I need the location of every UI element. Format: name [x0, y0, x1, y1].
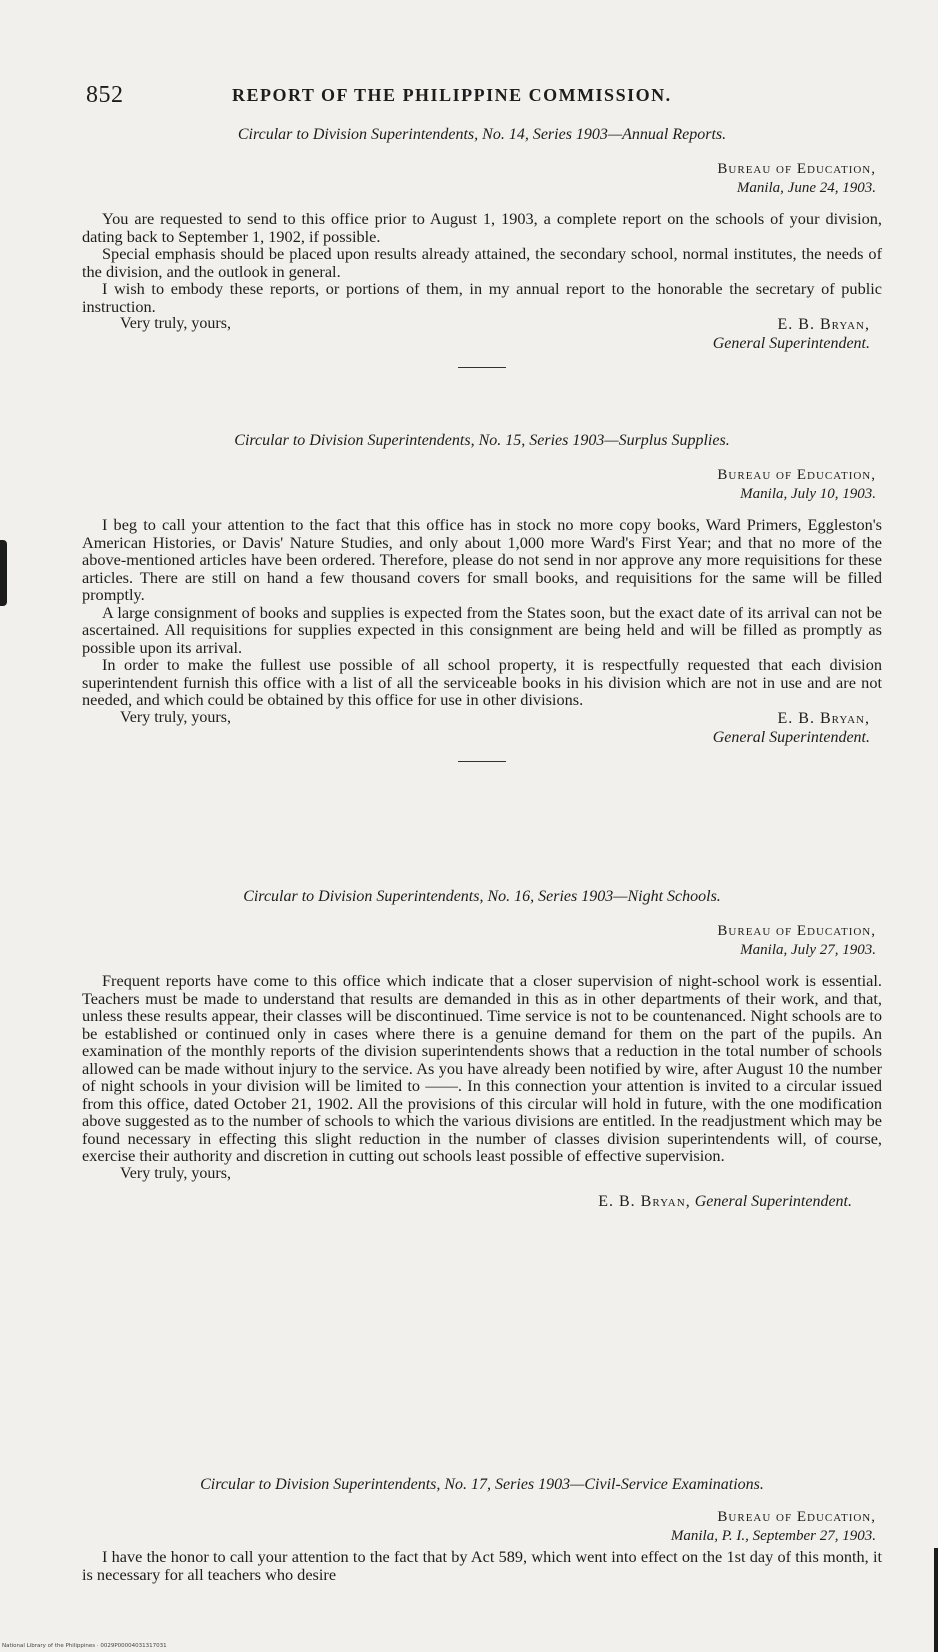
circular-title: Circular to Division Superintendents, No. 14, Series 1903—Annual Reports.	[237, 126, 727, 143]
running-head: REPORT OF THE PHILIPPINE COMMISSION.	[232, 85, 672, 105]
sender-org: Bureau of Education,	[717, 161, 876, 177]
circular-body	[82, 516, 882, 709]
paragraph: I wish to embody these reports, or portions of them, in my annual report to the honorable the secretary of public instruction.	[82, 279, 882, 316]
signature-row	[82, 315, 882, 353]
sender-block	[82, 160, 882, 198]
paragraph: A large consignment of books and supplies is expected from the States soon, but the exact date of its arrival can not be ascertained. All requisitions for supplies expected in this consignment are being held and will be filled as promptly as possible upon its arrival.	[82, 602, 882, 657]
sender-org: Bureau of Education,	[717, 1509, 876, 1525]
page-number: 852	[86, 82, 124, 108]
circular-16	[82, 888, 882, 1211]
signer-name: E. B. Bryan,	[777, 709, 870, 727]
circular-14	[82, 126, 882, 368]
signature	[713, 709, 870, 747]
sender-date: Manila, P. I., September 27, 1903.	[670, 1528, 876, 1544]
circular-title: Circular to Division Superintendents, No. 16, Series 1903—Night Schools.	[243, 888, 721, 905]
sender-date: Manila, July 10, 1903.	[740, 486, 876, 502]
sender-date: Manila, July 27, 1903.	[740, 942, 876, 958]
signer-title: General Superintendent.	[712, 728, 870, 746]
sender-org: Bureau of Education,	[717, 923, 876, 939]
circular-title: Circular to Division Superintendents, No. 17, Series 1903—Civil-Service Examinations.	[200, 1476, 764, 1493]
scan-edge-mark	[934, 1548, 938, 1652]
sender-block	[82, 1508, 882, 1546]
sender-block	[82, 922, 882, 960]
circular-title: Circular to Division Superintendents, No. 15, Series 1903—Surplus Supplies.	[234, 432, 730, 449]
paragraph: I have the honor to call your attention to the fact that by Act 589, which went into effect on the 1st day of this month, it is necessary for all teachers who desire	[82, 1547, 882, 1584]
paragraph: Special emphasis should be placed upon results already attained, the secondary school, normal institutes, the needs of the division, and the outlook in general.	[82, 244, 882, 281]
closing: Very truly, yours,	[120, 708, 231, 726]
section-divider	[458, 761, 506, 762]
signer-name: E. B. Bryan,	[598, 1192, 691, 1210]
scan-edge-mark	[0, 540, 7, 606]
sender-org: Bureau of Education,	[717, 467, 876, 483]
circular-body	[82, 1548, 882, 1583]
paragraph: You are requested to send to this office prior to August 1, 1903, a complete report on the schools of your division, dating back to September 1, 1902, if possible.	[82, 209, 882, 246]
paragraph: I beg to call your attention to the fact that this office has in stock no more copy books, Ward Primers, Eggleston's American Histories, or Davis' Nature Studies, and only about 1,000 more Ward's First Year; and that no more of the above-mentioned articles have been ordered. Therefore, please do not send in nor approve any more requisitions for these articles. There are still on hand a few thousand covers for small books, and requisitions for the same will be filled promptly.	[82, 515, 882, 604]
circular-15	[82, 432, 882, 762]
closing: Very truly, yours,	[120, 1164, 231, 1182]
sender-block	[82, 466, 882, 504]
scan-footer-tag: National Library of the Philippines · 0029P00004031317031	[2, 1643, 167, 1649]
sender-date: Manila, June 24, 1903.	[736, 180, 876, 196]
closing: Very truly, yours,	[120, 315, 231, 332]
signer-title: General Superintendent.	[712, 335, 870, 352]
circular-17	[82, 1476, 882, 1583]
signature-row	[82, 709, 882, 747]
paragraph: Frequent reports have come to this office which indicate that a closer supervision of night-school work is essential. Teachers must be made to understand that results are demanded in this as in other departments of their work, and that, unless these results appear, their classes will be discontinued. Time service is not to be countenanced. Night schools are to be established or continued only in cases where there is a genuine demand for them on the part of the pupils. An examination of the monthly reports of the division superintendents shows that a reduction in the total number of schools allowed can be made without injury to the service. As you have already been notified by wire, after August 10 the number of night schools in your division will be limited to ——. In this connection your attention is invited to a circular issued from this office, dated October 21, 1902. All the provisions of this circular will hold in future, with the one modification above suggested as to the number of schools to which the various divisions are entitled. In the readjustment which may be found necessary in effecting this slight reduction in the number of classes division superintendents will, of course, exercise their authority and discretion in cutting out schools least possible of effective supervision.	[82, 971, 882, 1165]
signer-title: General Superintendent.	[694, 1192, 852, 1210]
circular-body	[82, 972, 882, 1165]
circular-body	[82, 210, 882, 315]
section-divider	[458, 367, 506, 368]
signer-name: E. B. Bryan,	[777, 316, 870, 333]
paragraph: In order to make the fullest use possible of all school property, it is respectfully requested that each division superintendent furnish this office with a list of all the serviceable books in his division which are not in use and are not needed, and which could be obtained by this office for use in other divisions.	[82, 655, 882, 709]
signature	[713, 315, 870, 353]
signature	[82, 1193, 882, 1211]
